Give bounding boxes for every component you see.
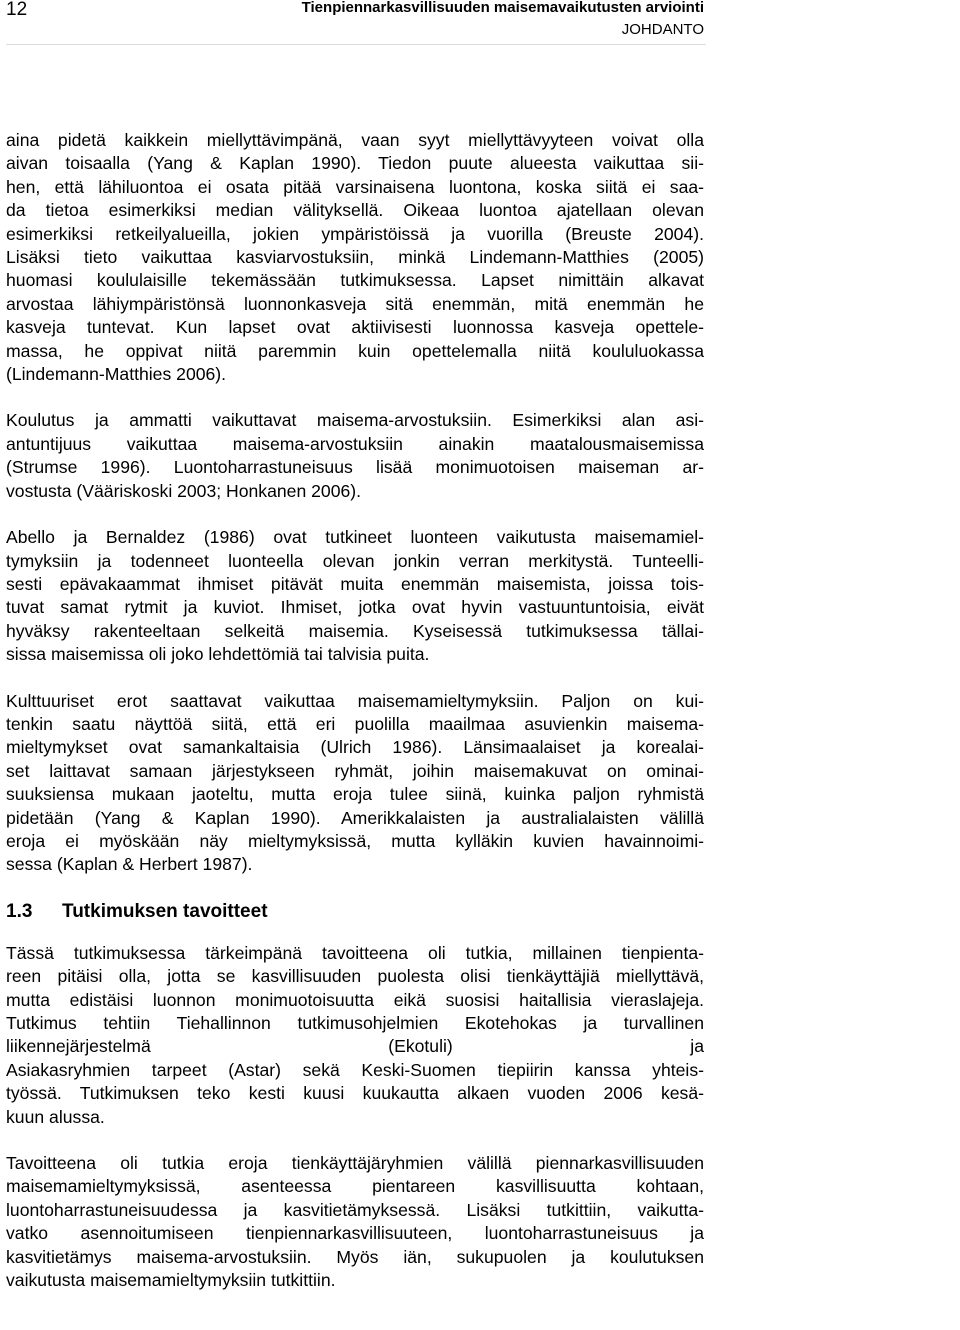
text-line: (Lindemann-Matthies 2006).	[6, 364, 227, 385]
paragraph	[6, 690, 704, 877]
paragraph	[6, 409, 704, 503]
paragraph	[6, 129, 704, 386]
text-line: Tavoitteena oli tutkia eroja tienkäyttäjäryhmien välillä piennarkasvillisuuden	[6, 1153, 704, 1174]
text-line: set laittavat samaan järjestykseen ryhmät, joihin maisemakuvat on ominai-	[6, 760, 704, 781]
paragraph	[6, 1152, 704, 1292]
text-line: liikennejärjestelmä (Ekotuli) ja	[6, 1036, 704, 1057]
paragraphs	[6, 129, 704, 877]
section-heading	[6, 900, 704, 942]
text-line: Kulttuuriset erot saattavat vaikuttaa maisemamieltymyksiin. Paljon on kui-	[6, 690, 704, 711]
text-line: sessa (Kaplan & Herbert 1987).	[6, 854, 253, 875]
text-line: aina pidetä kaikkein miellyttävimpänä, vaan syyt miellyttävyyteen voivat olla	[6, 130, 704, 150]
text-line: luontoharrastuneisuudessa ja kasvitietämyksessä. Lisäksi tutkittiin, vaikutta-	[6, 1199, 704, 1220]
text-line: vaikutusta maisemamieltymyksiin tutkittiin.	[6, 1270, 336, 1291]
text-line: hen, että lähiluontoa ei osata pitää varsinaisena luontona, koska siitä ei saa-	[6, 176, 704, 197]
section-title: Tutkimuksen tavoitteet	[62, 900, 268, 922]
text-line: tuvat samat rytmit ja kuviot. Ihmiset, jotka ovat hyvin vastuuntuntoisia, eivät	[6, 597, 704, 618]
text-line: Lisäksi tieto vaikuttaa kasviarvostuksiin, minkä Lindemann-Matthies (2005)	[6, 247, 704, 268]
text-line: eroja ei myöskään näy mieltymyksissä, mutta kylläkin kuvien havainnoimi-	[6, 830, 704, 851]
text-line: Tutkimus tehtiin Tiehallinnon tutkimusohjelmien Ekotehokas ja turvallinen	[6, 1013, 704, 1033]
text-line: Tässä tutkimuksessa tärkeimpänä tavoitteena oli tutkia, millainen tienpienta-	[6, 942, 704, 963]
text-line: antuntijuus vaikuttaa maisema-arvostuksiin ainakin maatalousmaisemissa	[6, 433, 704, 454]
text-line: kasveja tuntevat. Kun lapset ovat aktiivisesti luonnossa kasveja opettele-	[6, 317, 704, 338]
text-line: suuksiensa mukaan jaoteltu, mutta eroja tulee siinä, kuinka paljon ryhmistä	[6, 784, 704, 805]
text-line: tymyksiin ja todenneet luonteella olevan jonkin verran merkitystä. Tunteelli-	[6, 550, 704, 571]
text-line: kuun alussa.	[6, 1106, 105, 1127]
page-header	[0, 0, 960, 48]
text-line: hyväksy rakenteeltaan selkeitä maisemia. Kyseisessä tutkimuksessa tällai-	[6, 620, 704, 641]
section-paragraphs	[6, 942, 704, 1293]
text-line: mieltymykset ovat samankaltaisia (Ulrich 1986). Länsimaalaiset ja korealai-	[6, 737, 704, 758]
text-line: Koulutus ja ammatti vaikuttavat maisema-arvostuksiin. Esimerkiksi alan asi-	[6, 410, 704, 431]
text-line: vatko asennoitumiseen tienpiennarkasvillisuuteen, luontoharrastuneisuus ja	[6, 1223, 704, 1244]
text-line: maisemamieltymyksissä, asenteessa pientareen kasvillisuutta kohtaan,	[6, 1176, 704, 1197]
text-line: sissa maisemissa oli joko lehdettömiä tai talvisia puita.	[6, 644, 430, 665]
text-line: kasvitietämys maisema-arvostuksiin. Myös iän, sukupuolen ja koulutuksen	[6, 1246, 704, 1267]
text-line: huomasi koululaisille tekemässään tutkimuksessa. Lapset nimittäin alkavat	[6, 270, 704, 291]
text-line: Asiakasryhmien tarpeet (Astar) sekä Keski-Suomen tiepiirin kanssa yhteis-	[6, 1059, 704, 1080]
body-text	[6, 129, 704, 1315]
text-line: pidetään (Yang & Kaplan 1990). Amerikkalaisten ja australialaisten välillä	[6, 807, 704, 828]
text-line: vostusta (Vääriskoski 2003; Honkanen 2006).	[6, 480, 362, 501]
chapter-label: JOHDANTO	[621, 21, 704, 38]
text-line: työssä. Tutkimuksen teko kesti kuusi kuukautta alkaen vuoden 2006 kesä-	[6, 1083, 704, 1104]
header-divider	[6, 44, 706, 45]
text-line: (Strumse 1996). Luontoharrastuneisuus lisää monimuotoisen maiseman ar-	[6, 457, 704, 478]
section-number: 1.3	[6, 900, 33, 922]
text-line: esimerkiksi retkeilyalueilla, jokien ympäristöissä ja vuorilla (Breuste 2004).	[6, 223, 704, 244]
text-line: tenkin saatu näyttöä siitä, että eri puolilla maailmaa asuvienkin maisema-	[6, 713, 704, 734]
paragraph	[6, 942, 704, 1129]
page-number: 12	[6, 0, 28, 20]
text-line: massa, he oppivat niitä paremmin kuin opettelemalla niitä koululuokassa	[6, 340, 704, 361]
text-line: reen pitäisi olla, jotta se kasvillisuuden puolesta olisi tienkäyttäjiä miellyttävä,	[6, 966, 704, 987]
running-title: Tienpiennarkasvillisuuden maisemavaikutusten arviointi	[301, 0, 704, 16]
text-line: Abello ja Bernaldez (1986) ovat tutkineet luonteen vaikutusta maisemamiel-	[6, 527, 704, 548]
text-line: aivan toisaalla (Yang & Kaplan 1990). Tiedon puute alueesta vaikuttaa sii-	[6, 153, 704, 174]
text-line: mutta edistäisi luonnon monimuotoisuutta eikä suosisi haitallisia vieraslajeja.	[6, 989, 704, 1010]
text-line: da tietoa esimerkiksi median välityksellä. Oikeaa luontoa ajatellaan olevan	[6, 200, 704, 221]
text-line: sesti epävakaammat ihmiset pitävät muita enemmän maisemista, joissa tois-	[6, 573, 704, 594]
paragraph	[6, 526, 704, 666]
text-line: arvostaa lähiympäristönsä luonnonkasveja sitä enemmän, mitä enemmän he	[6, 293, 704, 314]
